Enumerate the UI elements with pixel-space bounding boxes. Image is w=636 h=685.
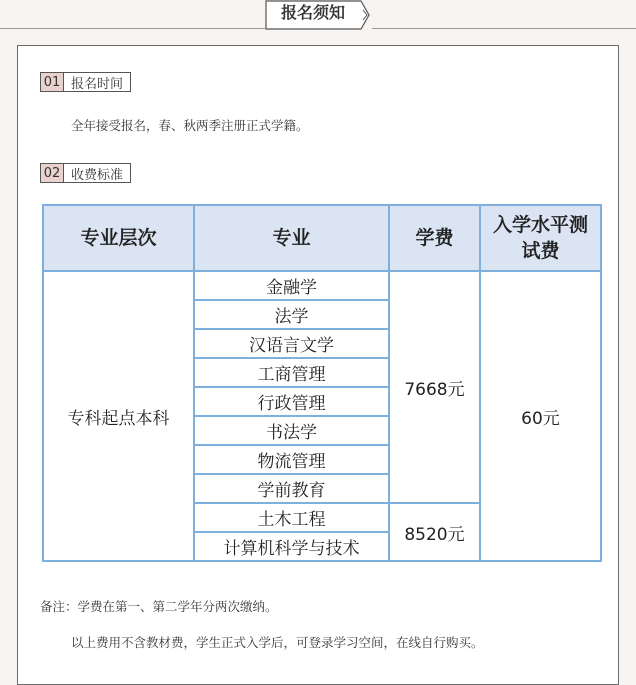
major-cell: 法学 (194, 300, 389, 329)
registration-text: 全年接受报名，春、秋两季注册正式学籍。 (71, 118, 309, 133)
footer-text: 以上费用不含教材费，学生正式入学后，可登录学习空间，在线自行购买。 (71, 635, 484, 650)
major-cell: 行政管理 (194, 387, 389, 416)
fee-table (42, 204, 602, 562)
table-row (43, 271, 601, 300)
test-fee-cell: 60元 (480, 271, 601, 561)
section-title: 报名时间 (64, 72, 131, 92)
section-number: 02 (40, 163, 64, 183)
header-tab (265, 0, 373, 28)
major-cell: 物流管理 (194, 445, 389, 474)
tuition-cell: 7668元 (389, 271, 480, 503)
major-cell: 工商管理 (194, 358, 389, 387)
major-cell: 学前教育 (194, 474, 389, 503)
header-rule-left (0, 28, 265, 29)
section-label-registration-time (40, 72, 131, 92)
tuition-cell: 8520元 (389, 503, 480, 561)
header-test-fee: 入学水平测试费 (480, 205, 601, 271)
header-rule-right (372, 28, 636, 29)
header-tuition: 学费 (389, 205, 480, 271)
major-cell: 书法学 (194, 416, 389, 445)
major-cell: 汉语言文学 (194, 329, 389, 358)
level-cell: 专科起点本科 (43, 271, 194, 561)
page-title: 报名须知 (280, 3, 345, 22)
major-cell: 土木工程 (194, 503, 389, 532)
major-cell: 计算机科学与技术 (194, 532, 389, 561)
note-text: 备注：学费在第一、第二学年分两次缴纳。 (40, 599, 278, 614)
table-header-row (43, 205, 601, 271)
header-major: 专业 (194, 205, 389, 271)
section-title: 收费标准 (64, 163, 131, 183)
section-number: 01 (40, 72, 64, 92)
section-label-fees (40, 163, 131, 183)
major-cell: 金融学 (194, 271, 389, 300)
header-level: 专业层次 (43, 205, 194, 271)
